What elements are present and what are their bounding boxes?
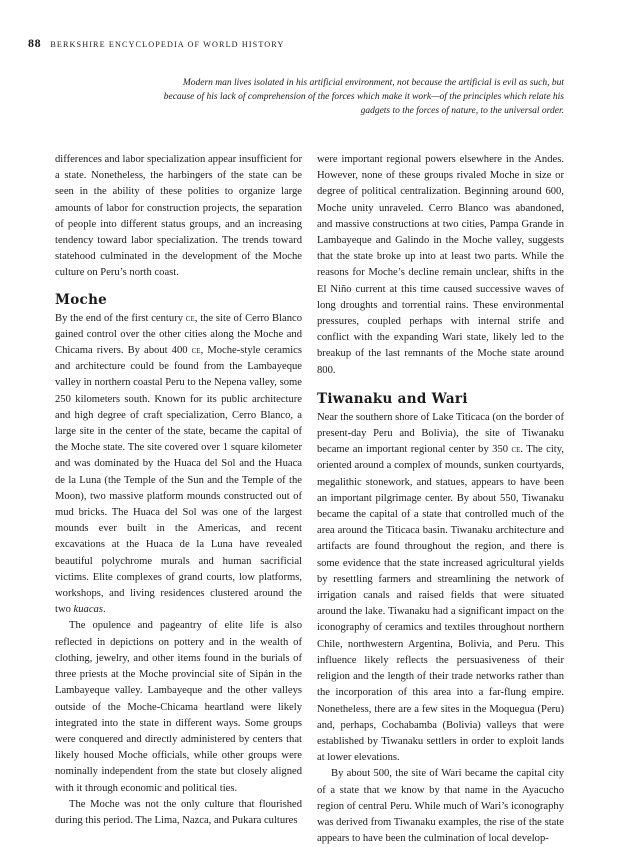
- right-column: [317, 152, 564, 847]
- heading-moche: Moche: [55, 291, 108, 308]
- heading-tiwanaku-wari: Tiwanaku and Wari: [317, 390, 468, 407]
- paragraph-intro: differences and labor specialization appear insufficient for a state. Nonetheless, the harbingers of the state can be seen in the ability of these polities to organize large amounts of labor for construction projects, the separation of people into different status groups, and an increasing tendency toward labor specialization. The trends toward statehood culminated in the development of the Moche culture on Peru’s north coast.: [55, 154, 302, 279]
- left-column: [55, 152, 302, 829]
- page-number: 88: [28, 36, 42, 50]
- book-title: BERKSHIRE ENCYCLOPEDIA OF WORLD HISTORY: [50, 40, 285, 49]
- paragraph-moche-2: The opulence and pageantry of elite life is also reflected in depictions on pottery and in the wealth of clothing, jewelry, and other items found in the burials of three priests at the Moche provincial site of Sipán in the Lambayeque valley. Lambayeque and the other valleys outside of the Moche-Chicama heartland were likely integrated into the state in different ways. Some groups were conquered and directly administered by centers that likely housed Moche officials, while other groups were nominally independent from the state but closely aligned with it through economic and political ties.: [55, 620, 302, 794]
- epigraph: Modern man lives isolated in his artificial environment, not because the artificial is evil as such, but because of his lack of comprehension of the forces which make it work—of the principles which relate his gadgets to the forces of nature, to the universal order.: [163, 78, 564, 116]
- paragraph-moche-3: The Moche was not the only culture that flourished during this period. The Lima, Nazca, and Pukara cultures: [55, 798, 302, 826]
- running-header: [28, 36, 284, 51]
- paragraph-tiwanaku-1: Near the southern shore of Lake Titicaca (on the border of present-day Peru and Bolivia), the site of Tiwanaku became an important regional center by 350 ce. The city, oriented around a complex of mounds, sunken courtyards, megalithic stonework, and statues, appears to have been an important pilgrimage center. By about 550, Tiwanaku became the capital of a state that controlled much of the area around the Titicaca basin. Tiwanaku architecture and artifacts are found throughout the region, and there is some evidence that the state increased agricultural yields by resettling farmers and streamlining the network of irrigation canals and raised fields that were situated around the lake. Tiwanaku had a significant impact on the iconography of ceramics and textiles throughout northern Chile, northwestern Argentina, Bolivia, and Peru. This influence likely reflects the persuasiveness of their religion and the length of their trade networks rather than the incorporation of this area into a far-flung empire. Nonetheless, there are a few sites in the Moquegua (Peru) and, perhaps, Cochabamba (Bolivia) valleys that were established by Tiwanaku settlers in order to exploit lands at lower elevations.: [317, 411, 564, 764]
- paragraph-continued: were important regional powers elsewhere in the Andes. However, none of these groups rivaled Moche in size or degree of political centralization. Beginning around 600, Moche unity unraveled. Cerro Blanco was abandoned, and massive constructions at two cities, Pampa Grande in Lambayeque and Galindo in the Moche valley, suggests that the state broke up into at least two parts. While the reasons for Moche’s decline remain unclear, shifts in the El Niño current at this time caused successive waves of long droughts and torrential rains. These environmental pressures, coupled perhaps with internal strife and conflict with the expanding Wari state, likely led to the breakup of the last remnants of the Moche state around 800.: [317, 154, 564, 376]
- paragraph-tiwanaku-2: By about 500, the site of Wari became the capital city of a state that we know by that name in the Ayacucho region of central Peru. While much of Wari’s iconography was derived from Tiwanaku examples, the rise of the state appears to have been the culmination of local develop-: [317, 768, 564, 845]
- paragraph-moche-1: By the end of the first century ce, the site of Cerro Blanco gained control over the other cities along the Moche and Chicama rivers. By about 400 ce, Moche-style ceramics and architecture could be found from the Lambayeque valley in northern coastal Peru to the Nepena valley, some 250 kilometers south. Known for its public architecture and high degree of craft specialization, Cerro Blanco, a large site in the center of the state, became the capital of the Moche state. The site covered over 1 square kilometer and was dominated by the Huaca del Sol and the Huaca de la Luna (the Temple of the Sun and the Temple of the Moon), two massive platform mounds constructed out of mud bricks. The Huaca del Sol was one of the largest mounds ever built in the Americas, and recent excavations at the Huaca de la Luna have revealed beautiful polychrome murals and human sacrificial victims. Elite complexes of grand courts, low platforms, workshops, and living residences clustered around the two kuacas.: [55, 312, 303, 616]
